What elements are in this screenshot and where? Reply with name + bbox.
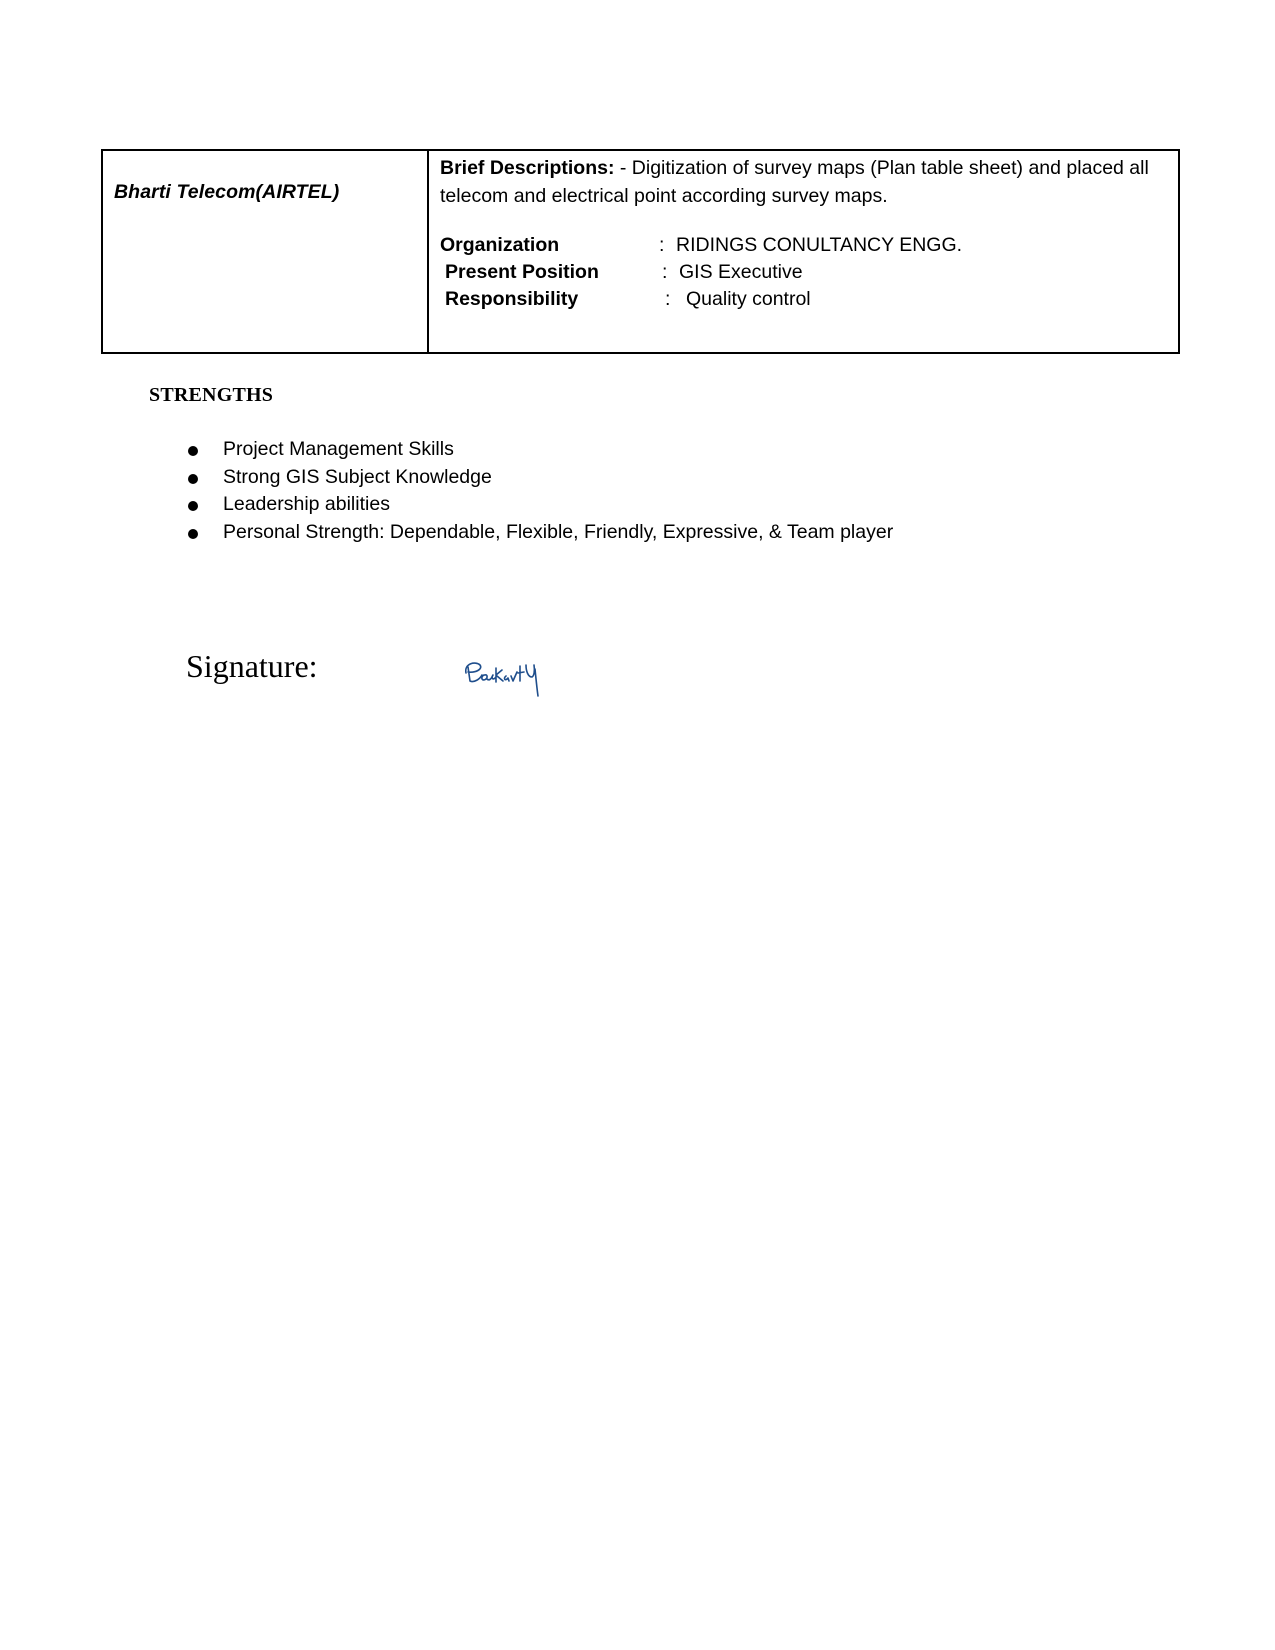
- signature-label: Signature:: [186, 648, 318, 684]
- client-cell: [103, 151, 429, 352]
- list-item: Strong GIS Subject Knowledge: [186, 464, 893, 492]
- brief-description: [440, 154, 1160, 210]
- client-name: Bharti Telecom(AIRTEL): [114, 181, 340, 203]
- project-table: [101, 149, 1180, 354]
- bullet-icon: [188, 529, 198, 539]
- strengths-list: [186, 436, 893, 547]
- strengths-heading: STRENGTHS: [149, 384, 274, 406]
- description-text: - Digitization of survey maps (Plan table sheet) and placed all telecom and electrical point according survey maps.: [440, 157, 1149, 207]
- detail-label: Present Position: [445, 261, 599, 283]
- bullet-icon: [188, 474, 198, 484]
- list-item: Leadership abilities: [186, 491, 893, 519]
- detail-separator: :: [665, 288, 671, 310]
- list-item: Project Management Skills: [186, 436, 893, 464]
- details-cell: [429, 151, 1178, 352]
- description-label: Brief Descriptions:: [440, 157, 615, 179]
- detail-separator: :: [662, 261, 668, 283]
- detail-value: GIS Executive: [679, 261, 803, 283]
- bullet-icon: [188, 501, 198, 511]
- list-item: Personal Strength: Dependable, Flexible, Friendly, Expressive, & Team player: [186, 519, 893, 547]
- signature-scribble-icon: [460, 655, 560, 701]
- detail-value: RIDINGS CONULTANCY ENGG.: [676, 234, 963, 256]
- detail-label: Responsibility: [445, 288, 579, 310]
- bullet-icon: [188, 446, 198, 456]
- detail-separator: :: [659, 234, 665, 256]
- detail-value: Quality control: [686, 288, 811, 310]
- detail-label: Organization: [440, 234, 560, 256]
